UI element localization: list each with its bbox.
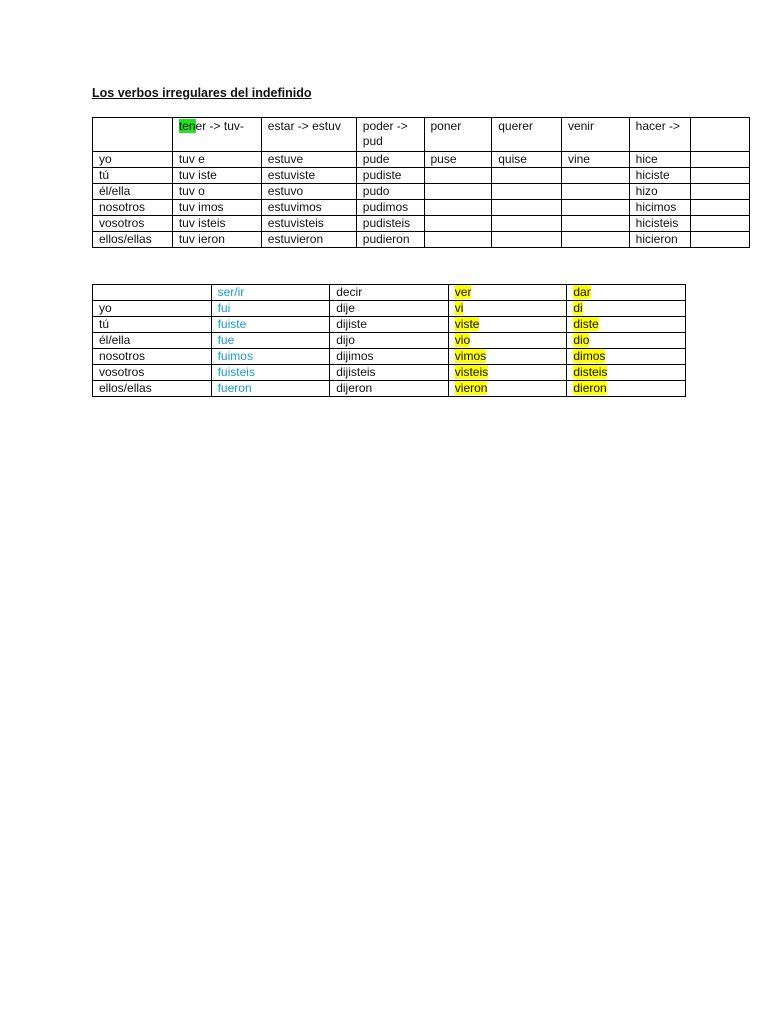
ver-header-highlight: ver bbox=[454, 285, 472, 299]
irregular-verbs-table-1 bbox=[92, 117, 750, 248]
venir-cell bbox=[561, 200, 629, 216]
poder-cell: pudimos bbox=[356, 200, 424, 216]
ser-ir-header: ser/ir bbox=[217, 285, 245, 299]
table2-body bbox=[93, 285, 686, 397]
extra-cell bbox=[691, 232, 750, 248]
ver-form: vimos bbox=[454, 349, 487, 363]
estar-cell: estuvimos bbox=[261, 200, 356, 216]
poder-cell: pudisteis bbox=[356, 216, 424, 232]
dar-cell bbox=[567, 381, 686, 397]
estar-cell: estuvo bbox=[261, 184, 356, 200]
venir-cell bbox=[561, 168, 629, 184]
person-cell: vosotros bbox=[93, 216, 173, 232]
ver-form: vieron bbox=[454, 381, 488, 395]
decir-cell: dijeron bbox=[330, 381, 449, 397]
extra-cell bbox=[691, 152, 750, 168]
dar-cell bbox=[567, 333, 686, 349]
person-cell: él/ella bbox=[93, 184, 173, 200]
person-cell: nosotros bbox=[93, 200, 173, 216]
poder-cell: pudo bbox=[356, 184, 424, 200]
ver-form: vi bbox=[454, 301, 464, 315]
person-cell: tú bbox=[93, 317, 212, 333]
venir-cell bbox=[561, 232, 629, 248]
table-row bbox=[93, 381, 686, 397]
dar-cell bbox=[567, 317, 686, 333]
poner-cell bbox=[424, 200, 492, 216]
table2-header-ser-ir bbox=[211, 285, 330, 301]
tener-cell: tuv isteis bbox=[172, 216, 261, 232]
querer-cell: quise bbox=[492, 152, 562, 168]
ser-ir-cell bbox=[211, 349, 330, 365]
person-cell: tú bbox=[93, 168, 173, 184]
tener-cell: tuv iste bbox=[172, 168, 261, 184]
table-row bbox=[93, 333, 686, 349]
tener-cell: tuv e bbox=[172, 152, 261, 168]
table2-header-decir: decir bbox=[330, 285, 449, 301]
ver-form: vio bbox=[454, 333, 471, 347]
poner-cell bbox=[424, 232, 492, 248]
querer-cell bbox=[492, 168, 562, 184]
decir-cell: dijimos bbox=[330, 349, 449, 365]
decir-cell: dije bbox=[330, 301, 449, 317]
tener-cell: tuv ieron bbox=[172, 232, 261, 248]
table-row bbox=[93, 200, 750, 216]
table1-header-tener bbox=[172, 118, 261, 152]
ser-ir-form: fuisteis bbox=[217, 365, 255, 379]
table1-header-poder: poder -> pud bbox=[356, 118, 424, 152]
extra-cell bbox=[691, 216, 750, 232]
hacer-cell: hice bbox=[629, 152, 691, 168]
estar-cell: estuvieron bbox=[261, 232, 356, 248]
table-row bbox=[93, 168, 750, 184]
venir-cell bbox=[561, 184, 629, 200]
estar-cell: estuvisteis bbox=[261, 216, 356, 232]
decir-cell: dijisteis bbox=[330, 365, 449, 381]
dar-form: dieron bbox=[573, 381, 607, 395]
dar-header-highlight: dar bbox=[573, 285, 591, 299]
table1-header-cell-empty bbox=[93, 118, 173, 152]
irregular-verbs-table-2 bbox=[92, 284, 686, 397]
poner-cell bbox=[424, 168, 492, 184]
hacer-cell: hicieron bbox=[629, 232, 691, 248]
table1-body bbox=[93, 118, 750, 248]
poder-cell: pudieron bbox=[356, 232, 424, 248]
table1-header-hacer: hacer -> bbox=[629, 118, 691, 152]
ser-ir-cell bbox=[211, 301, 330, 317]
ver-cell bbox=[448, 365, 567, 381]
querer-cell bbox=[492, 184, 562, 200]
dar-cell bbox=[567, 349, 686, 365]
ver-form: visteis bbox=[454, 365, 489, 379]
querer-cell bbox=[492, 200, 562, 216]
poder-cell: pudiste bbox=[356, 168, 424, 184]
person-cell: yo bbox=[93, 152, 173, 168]
estar-cell: estuviste bbox=[261, 168, 356, 184]
ver-cell bbox=[448, 381, 567, 397]
tener-cell: tuv imos bbox=[172, 200, 261, 216]
dar-form: dio bbox=[573, 333, 590, 347]
table2-header-ver bbox=[448, 285, 567, 301]
extra-cell bbox=[691, 200, 750, 216]
tener-stem-highlight: ten bbox=[178, 119, 196, 133]
venir-cell: vine bbox=[561, 152, 629, 168]
ver-cell bbox=[448, 301, 567, 317]
page-title: Los verbos irregulares del indefinido bbox=[92, 86, 312, 100]
dar-form: disteis bbox=[573, 365, 608, 379]
table1-header-extra bbox=[691, 118, 750, 152]
querer-cell bbox=[492, 232, 562, 248]
poder-cell: pude bbox=[356, 152, 424, 168]
hacer-cell: hicimos bbox=[629, 200, 691, 216]
table2-header-person bbox=[93, 285, 212, 301]
person-cell: él/ella bbox=[93, 333, 212, 349]
table-row bbox=[93, 349, 686, 365]
table1-header-querer: querer bbox=[492, 118, 562, 152]
table2-header-dar bbox=[567, 285, 686, 301]
table-row bbox=[93, 152, 750, 168]
ver-cell bbox=[448, 349, 567, 365]
ser-ir-form: fueron bbox=[217, 381, 252, 395]
estar-cell: estuve bbox=[261, 152, 356, 168]
ser-ir-cell bbox=[211, 317, 330, 333]
table2-header-row bbox=[93, 285, 686, 301]
ver-form: viste bbox=[454, 317, 480, 331]
person-cell: ellos/ellas bbox=[93, 381, 212, 397]
table1-header-venir: venir bbox=[561, 118, 629, 152]
person-cell: vosotros bbox=[93, 365, 212, 381]
ser-ir-cell bbox=[211, 381, 330, 397]
ser-ir-form: fuiste bbox=[217, 317, 247, 331]
table1-header-row bbox=[93, 118, 750, 152]
tener-header-rest: er -> tuv- bbox=[195, 119, 244, 133]
table-row bbox=[93, 365, 686, 381]
hacer-cell: hizo bbox=[629, 184, 691, 200]
dar-form: dimos bbox=[573, 349, 606, 363]
decir-cell: dijo bbox=[330, 333, 449, 349]
ver-cell bbox=[448, 317, 567, 333]
ser-ir-form: fuimos bbox=[217, 349, 253, 363]
querer-cell bbox=[492, 216, 562, 232]
extra-cell bbox=[691, 168, 750, 184]
dar-form: di bbox=[573, 301, 583, 315]
table-row bbox=[93, 301, 686, 317]
poner-cell bbox=[424, 216, 492, 232]
table-row bbox=[93, 216, 750, 232]
table1-header-poner: poner bbox=[424, 118, 492, 152]
venir-cell bbox=[561, 216, 629, 232]
poner-cell bbox=[424, 184, 492, 200]
poner-cell: puse bbox=[424, 152, 492, 168]
dar-cell bbox=[567, 301, 686, 317]
ser-ir-cell bbox=[211, 333, 330, 349]
ver-cell bbox=[448, 333, 567, 349]
table-row bbox=[93, 232, 750, 248]
extra-cell bbox=[691, 184, 750, 200]
hacer-cell: hicisteis bbox=[629, 216, 691, 232]
dar-form: diste bbox=[573, 317, 599, 331]
hacer-cell: hiciste bbox=[629, 168, 691, 184]
person-cell: nosotros bbox=[93, 349, 212, 365]
ser-ir-form: fui bbox=[217, 301, 231, 315]
decir-cell: dijiste bbox=[330, 317, 449, 333]
ser-ir-cell bbox=[211, 365, 330, 381]
ser-ir-form: fue bbox=[217, 333, 235, 347]
table1-header-estar: estar -> estuv bbox=[261, 118, 356, 152]
dar-cell bbox=[567, 365, 686, 381]
table-row bbox=[93, 317, 686, 333]
person-cell: yo bbox=[93, 301, 212, 317]
tener-cell: tuv o bbox=[172, 184, 261, 200]
person-cell: ellos/ellas bbox=[93, 232, 173, 248]
table-row bbox=[93, 184, 750, 200]
